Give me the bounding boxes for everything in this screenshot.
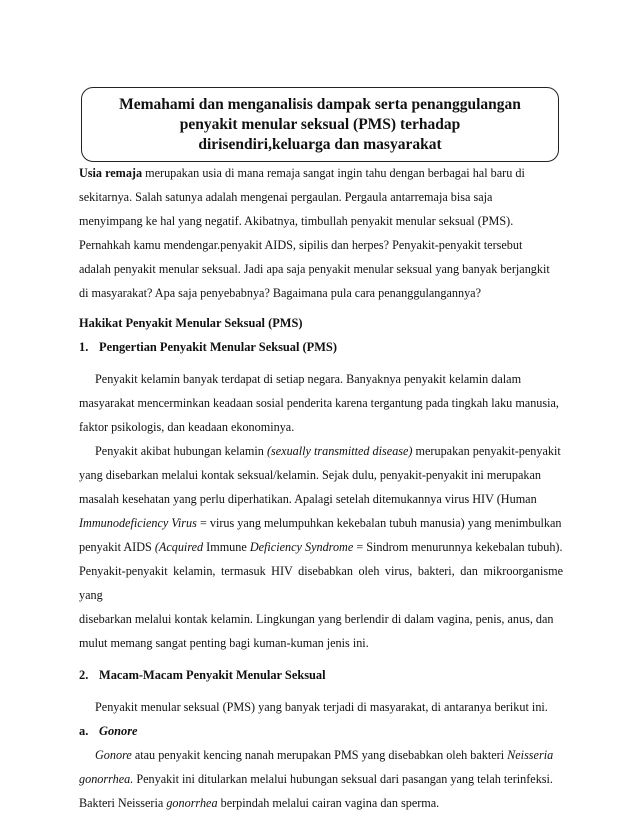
title-line-2: penyakit menular seksual (PMS) terhadap (179, 115, 461, 133)
intro-paragraph: Usia remaja merupakan usia di mana remaja sangat ingin tahu dengan berbagai hal baru di sekitarnya. Salah satunya adalah mengenai pergaulan. Pergaula antarremaja bisa saja menyimpang ke hal yang negatif. Akibatnya, timbullah penyakit menular seksual (PMS). Pernahkah kamu mendengar.penyakit AIDS, sipilis dan herpes? Penyakit-penyakit tersebut adalah penyakit menular seksual. Jadi apa saja penyakit menular seksual yang banyak berjangkit di masyarakat? Apa saja penyebabnya? Bagaimana pula cara penanggulangannya? (79, 166, 550, 300)
part1-heading: 1. Pengertian Penyakit Menular Seksual (PMS) (79, 340, 337, 354)
part2-heading: 2. Macam-Macam Penyakit Menular Seksual (79, 668, 326, 682)
title-line-1: Memahami dan menganalisis dampak serta penanggulangan (119, 95, 521, 113)
part1-paragraph-2: Penyakit akibat hubungan kelamin (sexually transmitted disease) merupakan penyakit-penyakit yang disebarkan melalui kontak seksual/kelamin. Sejak dulu, penyakit-penyakit ini merupakan masalah kesehatan yang perlu diperhatikan. Apalagi setelah ditemukannya virus HIV (Human Immunodeficiency Virus = virus yang melumpuhkan kekebalan tubuh manusia) yang menimbulkan penyakit AIDS (Acquired Immune Deficiency Syndrome = Sindrom menurunnya kekebalan tubuh). Penyakit-penyakit kelamin, termasuk HIV disebabkan oleh virus, bakteri, dan mikroorganisme yang disebarkan melalui kontak kelamin. Lingkungan yang berlendir di dalam vagina, penis, anus, dan mulut memang sangat penting bagi kuman-kuman jenis ini. (79, 444, 563, 650)
gonore-paragraph: Gonore atau penyakit kencing nanah merupakan PMS yang disebabkan oleh bakteri Neisseria gonorrhea. Penyakit ini ditularkan melalui hubungan seksual dari pasangan yang telah terinfeksi. Bakteri Neisseria gonorrhea berpindah melalui cairan vagina dan sperma. (79, 748, 554, 810)
document-body (79, 161, 563, 815)
title-box (81, 87, 559, 162)
intro-lead: Usia remaja (79, 166, 143, 180)
part1-paragraph-1: Penyakit kelamin banyak terdapat di setiap negara. Banyaknya penyakit kelamin dalam masyarakat mencerminkan keadaan sosial penderita karena tergantung pada tingkah laku manusia, faktor psikologis, dan keadaan ekonominya. (79, 372, 559, 434)
section-heading: Hakikat Penyakit Menular Seksual (PMS) (79, 316, 303, 330)
gonore-heading: a. Gonore (79, 724, 138, 738)
part2-paragraph-1: Penyakit menular seksual (PMS) yang banyak terjadi di masyarakat, di antaranya berikut ini. (95, 700, 548, 714)
title-line-3: dirisendiri,keluarga dan masyarakat (198, 135, 442, 153)
